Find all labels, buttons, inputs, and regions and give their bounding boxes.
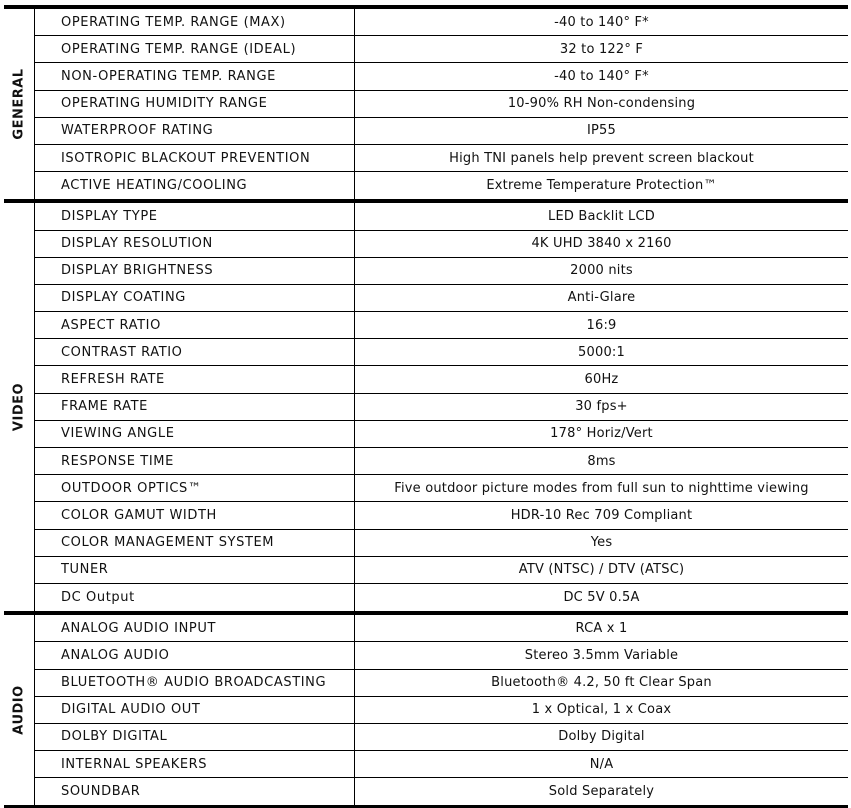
spec-label: ANALOG AUDIO: [35, 642, 355, 668]
spec-row: [35, 615, 848, 642]
spec-label: ACTIVE HEATING/COOLING: [35, 172, 355, 199]
spec-label: DIGITAL AUDIO OUT: [35, 697, 355, 723]
section-label: [4, 203, 35, 611]
section-general: [4, 5, 848, 199]
spec-row: [35, 697, 848, 724]
spec-value: 10-90% RH Non-condensing: [507, 96, 696, 112]
spec-value: N/A: [589, 756, 614, 772]
spec-value: DC 5V 0.5A: [563, 590, 640, 606]
spec-row: [35, 258, 848, 285]
spec-value: 30 fps+: [575, 399, 628, 415]
spec-value: Five outdoor picture modes from full sun to nighttime viewing: [394, 480, 809, 496]
spec-row: [35, 751, 848, 778]
spec-label: REFRESH RATE: [35, 366, 355, 392]
spec-label: SOUNDBAR: [35, 778, 355, 805]
spec-row: [35, 172, 848, 199]
spec-row: [35, 778, 848, 805]
spec-value: IP55: [586, 123, 616, 139]
spec-row: [35, 584, 848, 611]
spec-value: 4K UHD 3840 x 2160: [531, 236, 672, 252]
spec-row: [35, 231, 848, 258]
spec-label: DISPLAY BRIGHTNESS: [35, 258, 355, 284]
spec-row: [35, 36, 848, 63]
spec-label: OPERATING TEMP. RANGE (IDEAL): [35, 36, 355, 62]
spec-row: [35, 642, 848, 669]
spec-label: ISOTROPIC BLACKOUT PREVENTION: [35, 145, 355, 171]
spec-value: 8ms: [587, 453, 616, 469]
spec-label: TUNER: [35, 557, 355, 583]
spec-row: [35, 91, 848, 118]
spec-label: INTERNAL SPEAKERS: [35, 751, 355, 777]
spec-label: OPERATING HUMIDITY RANGE: [35, 91, 355, 117]
spec-value: 32 to 122° F: [559, 41, 644, 57]
spec-label: VIEWING ANGLE: [35, 421, 355, 447]
spec-value: 178° Horiz/Vert: [550, 426, 653, 442]
spec-label: RESPONSE TIME: [35, 448, 355, 474]
spec-label: BLUETOOTH® AUDIO BROADCASTING: [35, 670, 355, 696]
spec-row: [35, 366, 848, 393]
spec-value: 60Hz: [584, 372, 619, 388]
spec-row: [35, 670, 848, 697]
spec-label: DISPLAY COATING: [35, 285, 355, 311]
spec-value: 5000:1: [578, 344, 625, 360]
section-title: VIDEO: [11, 383, 27, 432]
spec-value: Dolby Digital: [558, 729, 645, 745]
spec-label: CONTRAST RATIO: [35, 339, 355, 365]
spec-label: DISPLAY RESOLUTION: [35, 231, 355, 257]
spec-row: [35, 312, 848, 339]
spec-table: [4, 5, 848, 808]
spec-value: 16:9: [586, 317, 617, 333]
spec-row: [35, 448, 848, 475]
spec-label: WATERPROOF RATING: [35, 118, 355, 144]
spec-value: Yes: [590, 535, 613, 551]
spec-row: [35, 285, 848, 312]
spec-row: [35, 203, 848, 230]
spec-label: OPERATING TEMP. RANGE (MAX): [35, 9, 355, 35]
spec-row: [35, 475, 848, 502]
section-video: [4, 199, 848, 611]
spec-value: ATV (NTSC) / DTV (ATSC): [518, 562, 685, 578]
spec-row: [35, 9, 848, 36]
spec-value: HDR-10 Rec 709 Compliant: [510, 507, 693, 523]
spec-row: [35, 118, 848, 145]
spec-row: [35, 394, 848, 421]
spec-label: OUTDOOR OPTICS™: [35, 475, 355, 501]
spec-label: DC Output: [35, 584, 355, 611]
spec-label: DOLBY DIGITAL: [35, 724, 355, 750]
spec-value: -40 to 140° F*: [554, 68, 649, 84]
section-rows: [35, 615, 848, 805]
spec-value: Sold Separately: [548, 784, 655, 800]
section-title: GENERAL: [11, 68, 27, 140]
spec-value: LED Backlit LCD: [548, 208, 655, 224]
section-audio: [4, 611, 848, 808]
spec-value: High TNI panels help prevent screen blackout: [449, 150, 754, 166]
spec-value: Anti-Glare: [567, 290, 636, 306]
spec-row: [35, 502, 848, 529]
spec-row: [35, 63, 848, 90]
spec-label: COLOR MANAGEMENT SYSTEM: [35, 530, 355, 556]
spec-label: FRAME RATE: [35, 394, 355, 420]
spec-row: [35, 339, 848, 366]
spec-value: Stereo 3.5mm Variable: [524, 647, 679, 663]
section-label: [4, 615, 35, 805]
spec-value: Extreme Temperature Protection™: [486, 178, 717, 194]
spec-row: [35, 421, 848, 448]
spec-label: NON-OPERATING TEMP. RANGE: [35, 63, 355, 89]
spec-value: RCA x 1: [575, 620, 628, 636]
spec-value: 2000 nits: [570, 263, 633, 279]
spec-row: [35, 145, 848, 172]
section-title: AUDIO: [11, 685, 27, 735]
section-rows: [35, 9, 848, 199]
spec-label: COLOR GAMUT WIDTH: [35, 502, 355, 528]
spec-label: DISPLAY TYPE: [35, 203, 355, 229]
spec-row: [35, 530, 848, 557]
spec-label: ASPECT RATIO: [35, 312, 355, 338]
section-label: [4, 9, 35, 199]
spec-value: 1 x Optical, 1 x Coax: [531, 702, 672, 718]
spec-row: [35, 557, 848, 584]
spec-row: [35, 724, 848, 751]
spec-value: -40 to 140° F*: [554, 14, 649, 30]
section-rows: [35, 203, 848, 611]
spec-label: ANALOG AUDIO INPUT: [35, 615, 355, 641]
spec-value: Bluetooth® 4.2, 50 ft Clear Span: [491, 675, 712, 691]
